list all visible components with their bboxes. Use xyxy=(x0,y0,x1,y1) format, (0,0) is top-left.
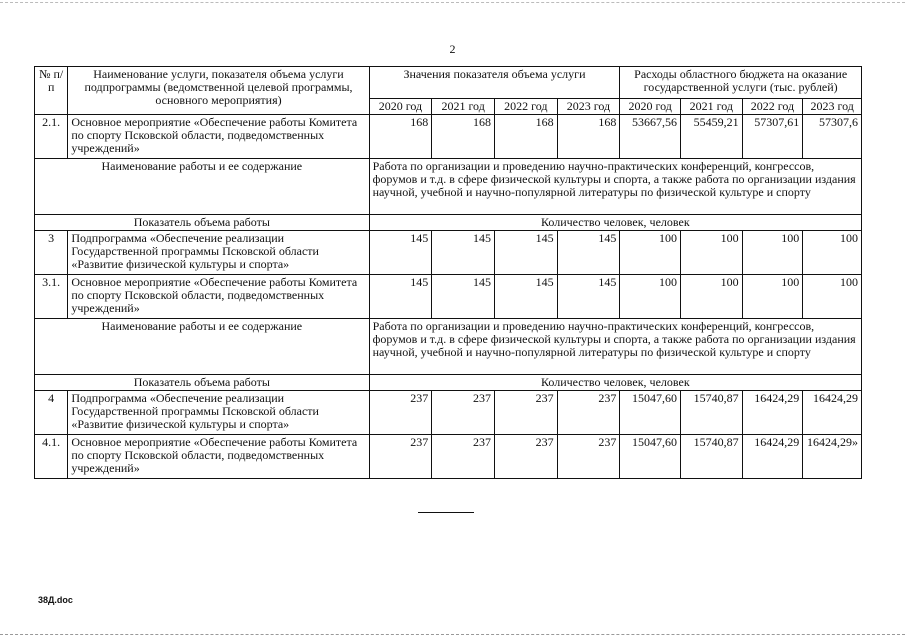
year-cell: 2023 год xyxy=(557,99,620,115)
year-cell: 2021 год xyxy=(432,99,495,115)
row-name: Подпрограмма «Обеспечение реализации Государственной программы Псковской области «Развитие физической культуры и спорта» xyxy=(68,391,369,435)
expense-cell: 100 xyxy=(680,231,742,275)
value-cell: 168 xyxy=(494,115,557,159)
indicator-row xyxy=(35,375,862,391)
value-cell: 145 xyxy=(369,275,432,319)
indicator-text: Количество человек, человек xyxy=(369,375,861,391)
indicator-text: Количество человек, человек xyxy=(369,215,861,231)
expense-cell: 15740,87 xyxy=(680,391,742,435)
header-values-group: Значения показателя объема услуги xyxy=(369,67,620,99)
row-name: Основное мероприятие «Обеспечение работы Комитета по спорту Псковской области, подведомственных учреждений» xyxy=(68,435,369,479)
expense-cell: 15740,87 xyxy=(680,435,742,479)
year-cell: 2023 год xyxy=(803,99,862,115)
row-num: 3 xyxy=(35,231,68,275)
value-cell: 145 xyxy=(432,275,495,319)
expense-cell: 16424,29 xyxy=(803,391,862,435)
value-cell: 145 xyxy=(557,275,620,319)
value-cell: 237 xyxy=(557,391,620,435)
work-text: Работа по организации и проведению научно-практических конференций, конгрессов, форумов и т.д. в сфере физической культуры и спорта, а также работа по организации издания научной, учебной и научно-популярной литературы по физической культуре и спорту xyxy=(369,319,861,375)
expense-cell: 57307,61 xyxy=(742,115,803,159)
expense-cell: 16424,29 xyxy=(742,391,803,435)
year-cell: 2020 год xyxy=(369,99,432,115)
value-cell: 168 xyxy=(432,115,495,159)
value-cell: 237 xyxy=(494,391,557,435)
expense-cell: 100 xyxy=(803,231,862,275)
scan-edge-bottom xyxy=(0,634,905,635)
expense-cell: 100 xyxy=(620,275,681,319)
table-row xyxy=(35,231,862,275)
services-table xyxy=(34,66,862,479)
expense-cell: 100 xyxy=(620,231,681,275)
header-num: № п/п xyxy=(35,67,68,115)
work-description-row xyxy=(35,159,862,215)
table-header-row xyxy=(35,67,862,99)
expense-cell: 16424,29» xyxy=(803,435,862,479)
row-name: Подпрограмма «Обеспечение реализации Государственной программы Псковской области «Развитие физической культуры и спорта» xyxy=(68,231,369,275)
row-num: 4.1. xyxy=(35,435,68,479)
value-cell: 168 xyxy=(557,115,620,159)
year-cell: 2021 год xyxy=(680,99,742,115)
expense-cell: 55459,21 xyxy=(680,115,742,159)
value-cell: 237 xyxy=(494,435,557,479)
value-cell: 237 xyxy=(369,435,432,479)
work-description-row xyxy=(35,319,862,375)
table-row xyxy=(35,115,862,159)
scan-edge-top xyxy=(0,2,905,3)
year-cell: 2020 год xyxy=(620,99,681,115)
value-cell: 237 xyxy=(432,435,495,479)
expense-cell: 15047,60 xyxy=(620,435,681,479)
expense-cell: 57307,6 xyxy=(803,115,862,159)
value-cell: 237 xyxy=(369,391,432,435)
work-label: Наименование работы и ее содержание xyxy=(35,159,370,215)
expense-cell: 100 xyxy=(742,231,803,275)
expense-cell: 15047,60 xyxy=(620,391,681,435)
value-cell: 237 xyxy=(432,391,495,435)
row-name: Основное мероприятие «Обеспечение работы Комитета по спорту Псковской области, подведомственных учреждений» xyxy=(68,115,369,159)
value-cell: 237 xyxy=(557,435,620,479)
end-separator-line xyxy=(418,512,474,513)
expense-cell: 53667,56 xyxy=(620,115,681,159)
work-label: Наименование работы и ее содержание xyxy=(35,319,370,375)
year-cell: 2022 год xyxy=(494,99,557,115)
value-cell: 145 xyxy=(494,231,557,275)
row-name: Основное мероприятие «Обеспечение работы Комитета по спорту Псковской области, подведомственных учреждений» xyxy=(68,275,369,319)
footer-filename: 38Д.doc xyxy=(38,595,73,605)
row-num: 4 xyxy=(35,391,68,435)
header-name: Наименование услуги, показателя объема услуги подпрограммы (ведомственной целевой программы, основного мероприятия) xyxy=(68,67,369,115)
work-text: Работа по организации и проведению научно-практических конференций, конгрессов, форумов и т.д. в сфере физической культуры и спорта, а также работа по организации издания научной, учебной и научно-популярной литературы по физической культуре и спорту xyxy=(369,159,861,215)
expense-cell: 100 xyxy=(742,275,803,319)
expense-cell: 100 xyxy=(680,275,742,319)
value-cell: 168 xyxy=(369,115,432,159)
value-cell: 145 xyxy=(432,231,495,275)
table-row xyxy=(35,435,862,479)
value-cell: 145 xyxy=(494,275,557,319)
indicator-row xyxy=(35,215,862,231)
value-cell: 145 xyxy=(369,231,432,275)
indicator-label: Показатель объема работы xyxy=(35,215,370,231)
header-expenses-group: Расходы областного бюджета на оказание государственной услуги (тыс. рублей) xyxy=(620,67,862,99)
row-num: 3.1. xyxy=(35,275,68,319)
row-num: 2.1. xyxy=(35,115,68,159)
expense-cell: 16424,29 xyxy=(742,435,803,479)
year-cell: 2022 год xyxy=(742,99,803,115)
page-number: 2 xyxy=(449,42,456,56)
table-row xyxy=(35,391,862,435)
expense-cell: 100 xyxy=(803,275,862,319)
table-row xyxy=(35,275,862,319)
indicator-label: Показатель объема работы xyxy=(35,375,370,391)
value-cell: 145 xyxy=(557,231,620,275)
